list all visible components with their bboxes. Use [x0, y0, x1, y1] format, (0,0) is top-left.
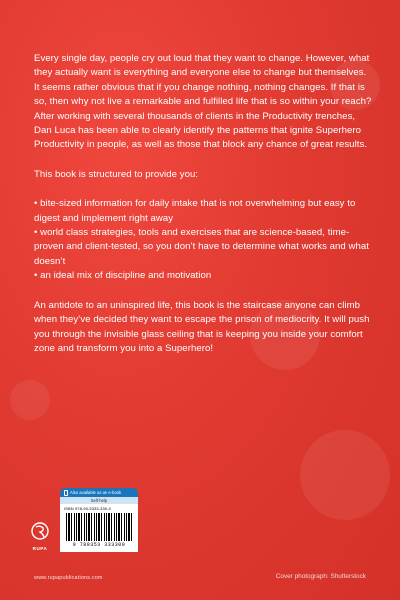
publisher-logo-icon — [30, 522, 50, 544]
blurb-intro: This book is structured to provide you: — [34, 168, 199, 180]
blurb-text — [34, 52, 374, 356]
bokeh-light — [10, 380, 50, 420]
category-label: Self-help — [60, 497, 138, 504]
blurb-paragraph: Every single day, people cry out loud that they want to change. However, what they actually want is everything and everyone else to change but themselves. — [34, 53, 370, 79]
barcode-block — [60, 488, 138, 568]
photo-credit: Cover photograph: Shutterstock — [275, 573, 366, 580]
ebook-badge — [60, 488, 138, 497]
publisher-name: RUPA — [32, 546, 48, 551]
bullet-item: • bite-sized information for daily intake that is not overwhelming but easy to digest and implement right away — [34, 198, 356, 224]
barcode — [60, 504, 138, 552]
blurb-paragraph: It seems rather obvious that if you change nothing, nothing changes. If that is so, then why not live a remarkable and fulfilled life that is so within your reach? — [34, 81, 372, 108]
barcode-number: 9 789353 333300 — [72, 542, 126, 548]
bullet-item: • an ideal mix of discipline and motivation — [34, 270, 212, 282]
isbn-label: ISBN 978-93-5333-330-0 — [64, 506, 111, 511]
ebook-badge-label: Also available as an e-book — [70, 490, 122, 495]
tablet-icon — [64, 490, 68, 496]
blurb-closing: An antidote to an uninspired life, this book is the staircase anyone can climb when they’ve decided they want to escape the prison of mediocrity. It will push you through the invisible glass ceiling that is keeping you inside your comfort zone and transform you into a Superhero! — [34, 299, 370, 354]
publisher-website: www.rupapublications.com — [34, 575, 103, 581]
blurb-paragraph: After working with several thousands of clients in the Productivity trenches, Dan Luca has been able to clearly identify the patterns that ignite Superhero Productivity in people, as well as those that block any chance of great results. — [34, 110, 368, 151]
barcode-bars — [66, 513, 132, 541]
bullet-item: • world class strategies, tools and exercises that are science-based, time-proven and client-tested, so you don’t have to determine what works and what doesn’t — [34, 227, 369, 267]
bokeh-light — [300, 430, 390, 520]
